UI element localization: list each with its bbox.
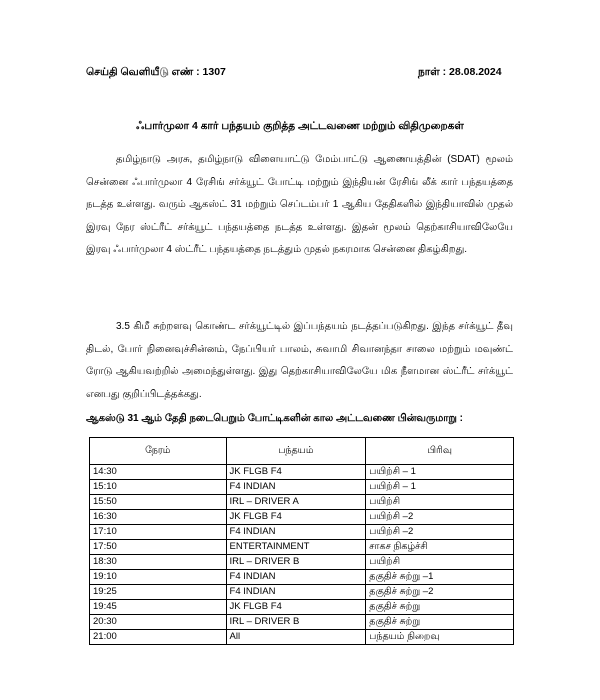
race-cell: F4 INDIAN: [226, 525, 366, 540]
table-row: [90, 585, 514, 600]
time-cell: 15:50: [90, 495, 227, 510]
column-header-race: பந்தயம்: [226, 438, 366, 465]
race-cell: IRL – DRIVER B: [226, 555, 366, 570]
race-cell: F4 INDIAN: [226, 585, 366, 600]
race-cell: IRL – DRIVER B: [226, 615, 366, 630]
category-cell: பயிற்சி: [366, 555, 514, 570]
paragraph-intro-text: தமிழ்நாடு அரசு, தமிழ்நாடு விளையாட்டு மேம்பாட்டு ஆணையத்தின் (SDAT) மூலம் சென்னை ஃபார்முலா 4 ரேசிங் சர்க்யூட் போட்டி மற்றும் இந்தியன் ரேசிங் லீக் கார் பந்தயத்தை நடத்த உள்ளது. வரும் ஆகஸ்ட் 31 மற்றும் செப்டம்பர் 1 ஆகிய தேதிகளில் இந்தியாவில் முதல் இரவு நேர ஸ்ட்ரீட் சர்க்யூட் பந்தயத்தை நடத்த உள்ளது. இதன் மூலம் தெற்காசியாவிலேயே இரவு ஃபார்முலா 4 ஸ்ட்ரீட் பந்தயத்தை நடத்தும் முதல் நகரமாக சென்னை திகழ்கிறது.: [86, 154, 513, 255]
category-cell: பயிற்சி –2: [366, 525, 514, 540]
time-cell: 19:45: [90, 600, 227, 615]
table-row: [90, 480, 514, 495]
race-cell: All: [226, 630, 366, 645]
schedule-body: [90, 465, 514, 645]
paragraph-intro: [86, 149, 513, 262]
table-row: [90, 600, 514, 615]
category-cell: பந்தயம் நிறைவு: [366, 630, 514, 645]
race-cell: JK FLGB F4: [226, 600, 366, 615]
table-row: [90, 495, 514, 510]
column-header-time: நேரம்: [90, 438, 227, 465]
race-cell: ENTERTAINMENT: [226, 540, 366, 555]
table-row: [90, 540, 514, 555]
paragraph-circuit: [86, 316, 513, 406]
category-cell: தகுதிச் சுற்று –1: [366, 570, 514, 585]
category-cell: சாகச நிகழ்ச்சி: [366, 540, 514, 555]
time-cell: 15:10: [90, 480, 227, 495]
category-cell: தகுதிச் சுற்று: [366, 600, 514, 615]
column-header-category: பிரிவு: [366, 438, 514, 465]
table-row: [90, 525, 514, 540]
table-row: [90, 465, 514, 480]
paragraph-circuit-text: 3.5 கிமீ சுற்றளவு கொண்ட சர்க்யூட்டில் இப்பந்தயம் நடத்தப்படுகிறது. இந்த சர்க்யூட் தீவு திடல், போர் நினைவுச்சின்னம், நேப்பியர் பாலம், சுவாமி சிவானந்தா சாலை மற்றும் மவுண்ட் ரோடு ஆகியவற்றில் அமைந்துள்ளது. இது தெற்காசியாவிலேயே மிக நீளமான ஸ்ட்ரீட் சர்க்யூட் எனபது குறிப்பிடத்தக்கது.: [86, 321, 513, 400]
time-cell: 17:50: [90, 540, 227, 555]
race-cell: IRL – DRIVER A: [226, 495, 366, 510]
schedule-header-row: [90, 438, 514, 465]
time-cell: 14:30: [90, 465, 227, 480]
time-cell: 19:10: [90, 570, 227, 585]
time-cell: 16:30: [90, 510, 227, 525]
race-cell: JK FLGB F4: [226, 510, 366, 525]
time-cell: 20:30: [90, 615, 227, 630]
table-row: [90, 615, 514, 630]
release-date: நாள் : 28.08.2024: [418, 66, 502, 78]
release-number: செய்தி வெளியீடு எண் : 1307: [86, 66, 226, 78]
race-cell: F4 INDIAN: [226, 570, 366, 585]
category-cell: தகுதிச் சுற்று: [366, 615, 514, 630]
time-cell: 18:30: [90, 555, 227, 570]
document-title: ஃபார்முலா 4 கார் பந்தயம் குறித்த அட்டவணை மற்றும் விதிமுறைகள்: [136, 120, 464, 132]
time-cell: 17:10: [90, 525, 227, 540]
category-cell: தகுதிச் சுற்று –2: [366, 585, 514, 600]
time-cell: 21:00: [90, 630, 227, 645]
table-row: [90, 510, 514, 525]
race-cell: F4 INDIAN: [226, 480, 366, 495]
table-row: [90, 570, 514, 585]
category-cell: பயிற்சி – 1: [366, 465, 514, 480]
table-row: [90, 630, 514, 645]
category-cell: பயிற்சி – 1: [366, 480, 514, 495]
table-row: [90, 555, 514, 570]
category-cell: பயிற்சி –2: [366, 510, 514, 525]
schedule-table: [89, 437, 514, 645]
race-cell: JK FLGB F4: [226, 465, 366, 480]
time-cell: 19:25: [90, 585, 227, 600]
schedule-heading: ஆகஸ்டு 31 ஆம் தேதி நடைபெறும் போட்டிகளின் கால அட்டவணை பின்வருமாறு :: [86, 413, 463, 424]
category-cell: பயிற்சி: [366, 495, 514, 510]
